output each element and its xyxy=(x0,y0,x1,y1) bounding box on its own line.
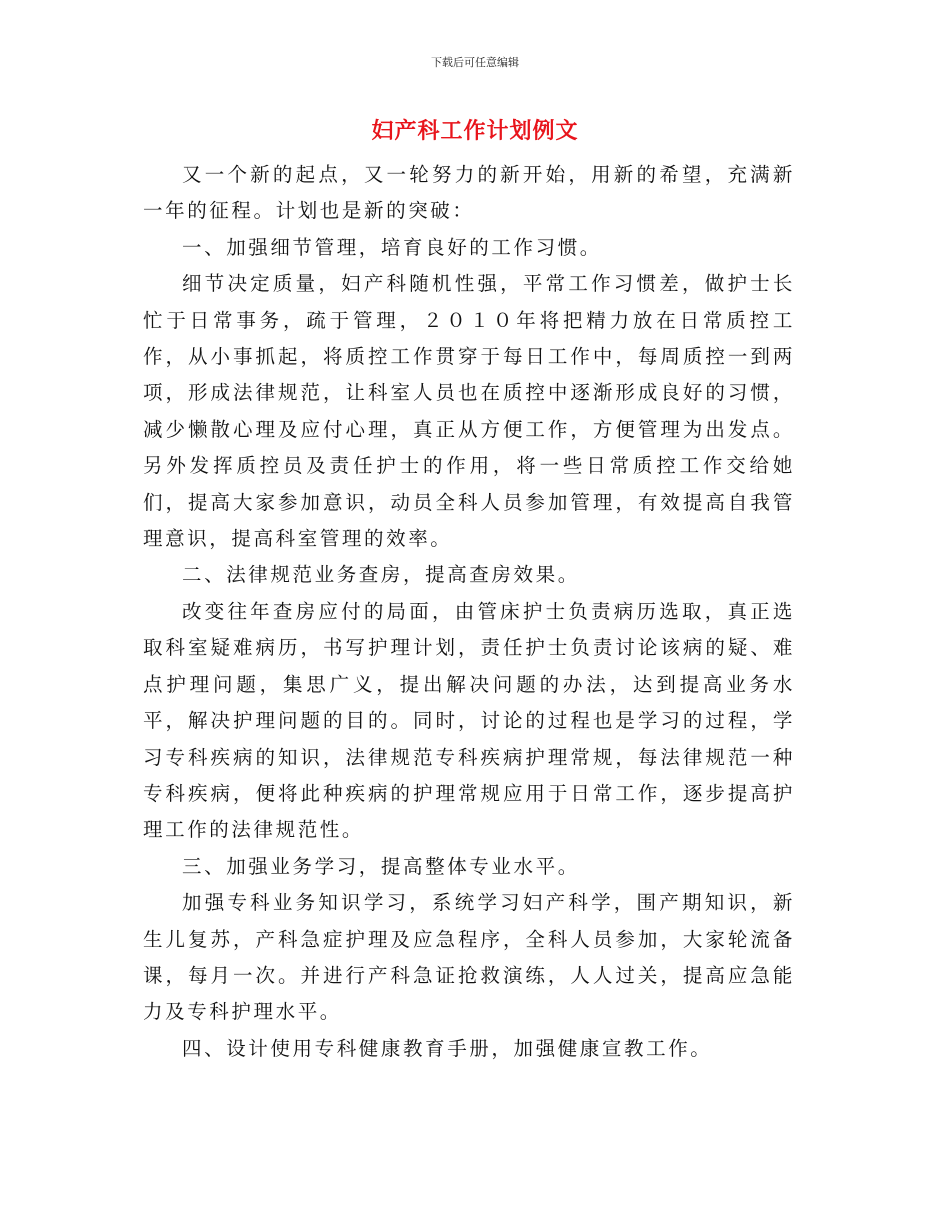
document-title: 妇产科工作计划例文 xyxy=(371,118,579,144)
header-note: 下载后可任意编辑 xyxy=(431,56,519,69)
paragraph-intro: 又一个新的起点，又一轮努力的新开始，用新的希望，充满新一年的征程。计划也是新的突破： xyxy=(143,163,795,223)
paragraph-section-1: 细节决定质量，妇产科随机性强，平常工作习惯差，做护士长忙于日常事务，疏于管理，２０１０年将把精力放在日常质控工作，从小事抓起，将质控工作贯穿于每日工作中，每周质控一到两项，形成法律规范，让科室人员也在质控中逐渐形成良好的习惯，减少懒散心理及应付心理，真正从方便工作，方便管理为出发点。另外发挥质控员及责任护士的作用，将一些日常质控工作交给她们，提高大家参加意识，动员全科人员参加管理，有效提高自我管理意识，提高科室管理的效率。 xyxy=(143,272,795,551)
section-heading-1: 一、加强细节管理，培育良好的工作习惯。 xyxy=(182,235,602,259)
section-heading-4: 四、设计使用专科健康教育手册，加强健康宣教工作。 xyxy=(182,1036,713,1060)
document-body xyxy=(143,157,795,1067)
paragraph-section-2: 改变往年查房应付的局面，由管床护士负责病历选取，真正选取科室疑难病历，书写护理计划，责任护士负责讨论该病的疑、难点护理问题，集思广义，提出解决问题的办法，达到提高业务水平，解决护理问题的目的。同时，讨论的过程也是学习的过程，学习专科疾病的知识，法律规范专科疾病护理常规，每法律规范一种专科疾病，便将此种疾病的护理常规应用于日常工作，逐步提高护理工作的法律规范性。 xyxy=(143,599,795,842)
section-heading-3: 三、加强业务学习，提高整体专业水平。 xyxy=(182,854,580,878)
paragraph-section-3: 加强专科业务知识学习，系统学习妇产科学，围产期知识，新生儿复苏，产科急症护理及应急程序，全科人员参加，大家轮流备课，每月一次。并进行产科急证抢救演练，人人过关，提高应急能力及专科护理水平。 xyxy=(143,891,795,1024)
section-heading-2: 二、法律规范业务查房，提高查房效果。 xyxy=(182,563,580,587)
